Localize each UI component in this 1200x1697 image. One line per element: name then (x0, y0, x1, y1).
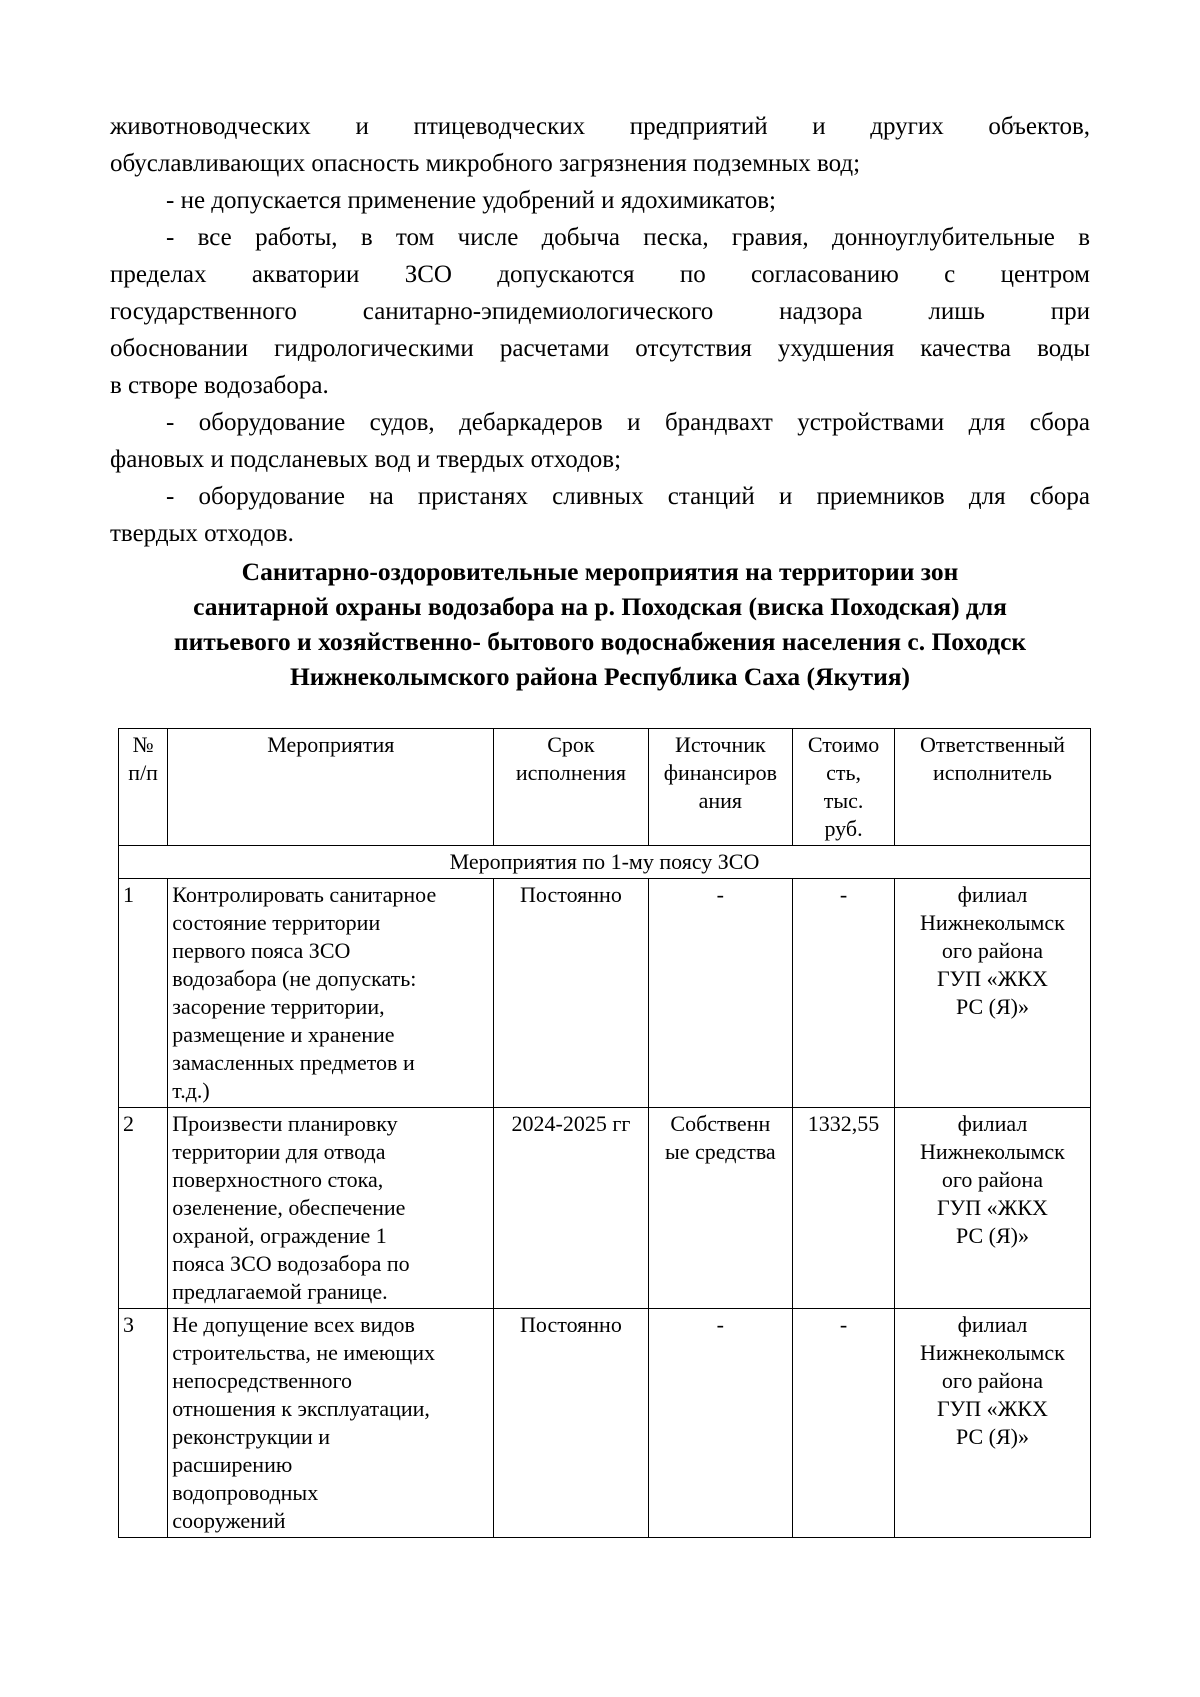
cell-responsible (894, 1108, 1090, 1309)
cell-line: пояса ЗСО водозабора по (172, 1251, 410, 1276)
table-header-row (119, 729, 1091, 846)
header-action (168, 729, 494, 846)
measures-table (118, 728, 1091, 1538)
cell-cost (793, 879, 895, 1108)
cell-line: ого района (941, 1368, 1043, 1393)
paragraph-no-fertilizers (110, 182, 1090, 219)
heading-line: санитарной охраны водозабора на р. Походская (виска Походская) для (193, 592, 1007, 621)
text-line: - оборудование на пристанях сливных станций и приемников для сбора (166, 483, 1090, 510)
cell-line: - (716, 882, 724, 907)
cell-term (494, 879, 648, 1108)
cell-line: филиал (957, 1312, 1028, 1337)
cell-num: 1 (119, 879, 168, 1108)
header-responsible (894, 729, 1090, 846)
text-line: обуславливающих опасность микробного загрязнения подземных вод; (110, 150, 861, 177)
header-line: Срок (547, 732, 595, 757)
cell-line: территории для отвода (172, 1139, 386, 1164)
text-line: пределах акватории ЗСО допускаются по согласованию с центром (110, 261, 1090, 288)
cell-line: филиал (957, 882, 1028, 907)
paragraph-piers (110, 478, 1090, 552)
cell-line: непосредственного (172, 1368, 352, 1393)
header-line: Стоимо (807, 732, 880, 757)
header-line: исполнения (515, 760, 627, 785)
cell-line: Нижнеколымск (920, 1340, 1065, 1365)
cell-line: ого района (941, 1167, 1043, 1192)
cell-line: Собственн (670, 1111, 771, 1136)
cell-line: филиал (957, 1111, 1028, 1136)
cell-line: Постоянно (520, 882, 622, 907)
cell-line: Произвести планировку (172, 1111, 398, 1136)
cell-source (648, 1309, 793, 1538)
heading-line: Нижнеколымского района Республика Саха (Якутия) (289, 662, 911, 691)
cell-line: Не допущение всех видов (172, 1312, 415, 1337)
cell-num: 3 (119, 1309, 168, 1538)
section-title: Мероприятия по 1-му поясу ЗСО (119, 846, 1091, 879)
header-line: руб. (824, 816, 863, 841)
cell-line: размещение и хранение (172, 1022, 395, 1047)
section-heading (110, 552, 1090, 694)
cell-line: - (839, 882, 848, 907)
cell-line: ого района (941, 938, 1043, 963)
cell-action (168, 1309, 494, 1538)
header-line: Мероприятия (267, 732, 395, 757)
table-row (119, 879, 1091, 1108)
cell-responsible (894, 879, 1090, 1108)
header-term (494, 729, 648, 846)
cell-line: ГУП «ЖКХ (936, 1195, 1048, 1220)
cell-line: водопроводных (172, 1480, 319, 1505)
cell-line: ГУП «ЖКХ (936, 966, 1048, 991)
table-row (119, 1108, 1091, 1309)
section-row (119, 846, 1091, 879)
text-line: фановых и подсланевых вод и твердых отходов; (110, 446, 622, 473)
cell-line: озеленение, обеспечение (172, 1195, 406, 1220)
header-line: п/п (128, 760, 158, 785)
cell-line: т.д.) (172, 1078, 210, 1103)
cell-line: засорение территории, (172, 994, 385, 1019)
header-num (119, 729, 168, 846)
cell-line: водозабора (не допускать: (172, 966, 417, 991)
cell-line: сооружений (172, 1508, 286, 1533)
text-line: твердых отходов. (110, 520, 294, 547)
cell-line: ГУП «ЖКХ (936, 1396, 1048, 1421)
paragraph-continuation (110, 108, 1090, 182)
cell-line: отношения к эксплуатации, (172, 1396, 430, 1421)
cell-line: строительства, не имеющих (172, 1340, 435, 1365)
cell-line: Нижнеколымск (920, 1139, 1065, 1164)
cell-line: состояние территории (172, 910, 381, 935)
text-line: - не допускается применение удобрений и ядохимикатов; (166, 187, 776, 214)
header-line: Ответственный (919, 732, 1065, 757)
cell-line: РС (Я)» (955, 1223, 1029, 1248)
cell-source (648, 879, 793, 1108)
cell-line: РС (Я)» (955, 994, 1029, 1019)
cell-line: Нижнеколымск (920, 910, 1065, 935)
header-line: № (132, 732, 154, 757)
text-line: животноводческих и птицеводческих предприятий и других объектов, (110, 113, 1090, 140)
cell-line: - (716, 1312, 724, 1337)
cell-line: - (839, 1312, 848, 1337)
header-line: сть, (826, 760, 861, 785)
cell-action (168, 879, 494, 1108)
document-page (110, 108, 1090, 694)
header-line: Источник (674, 732, 766, 757)
cell-line: замасленных предметов и (172, 1050, 415, 1075)
cell-num: 2 (119, 1108, 168, 1309)
header-line: ания (698, 788, 743, 813)
header-line: исполнитель (932, 760, 1052, 785)
text-line: обосновании гидрологическими расчетами отсутствия ухудшения качества воды (110, 335, 1090, 362)
cell-line: РС (Я)» (955, 1424, 1029, 1449)
header-cost (793, 729, 895, 846)
cell-term (494, 1309, 648, 1538)
cell-source (648, 1108, 793, 1309)
cell-line: поверхностного стока, (172, 1167, 384, 1192)
cell-line: 2024-2025 гг (511, 1111, 631, 1136)
header-source (648, 729, 793, 846)
header-line: финансиров (663, 760, 777, 785)
cell-line: Постоянно (520, 1312, 622, 1337)
header-line: тыс. (823, 788, 864, 813)
paragraph-works (110, 219, 1090, 404)
cell-action (168, 1108, 494, 1309)
paragraph-vessels (110, 404, 1090, 478)
heading-line: Санитарно-оздоровительные мероприятия на территории зон (241, 557, 959, 586)
text-line: - оборудование судов, дебаркадеров и брандвахт устройствами для сбора (166, 409, 1090, 436)
cell-line: первого пояса ЗСО (172, 938, 351, 963)
heading-line: питьевого и хозяйственно- бытового водоснабжения населения с. Походск (173, 627, 1027, 656)
text-line: - все работы, в том числе добыча песка, гравия, донноуглубительные в (166, 224, 1090, 251)
cell-term (494, 1108, 648, 1309)
text-line: государственного санитарно-эпидемиологического надзора лишь при (110, 298, 1090, 325)
cell-cost (793, 1309, 895, 1538)
cell-line: предлагаемой границе. (172, 1279, 388, 1304)
cell-responsible (894, 1309, 1090, 1538)
cell-line: расширению (172, 1452, 293, 1477)
cell-line: 1332,55 (807, 1111, 880, 1136)
cell-line: охраной, ограждение 1 (172, 1223, 387, 1248)
cell-line: ые средства (664, 1139, 776, 1164)
table-row (119, 1309, 1091, 1538)
cell-line: реконструкции и (172, 1424, 331, 1449)
cell-line: Контролировать санитарное (172, 882, 437, 907)
text-line: в створе водозабора. (110, 372, 329, 399)
cell-cost (793, 1108, 895, 1309)
